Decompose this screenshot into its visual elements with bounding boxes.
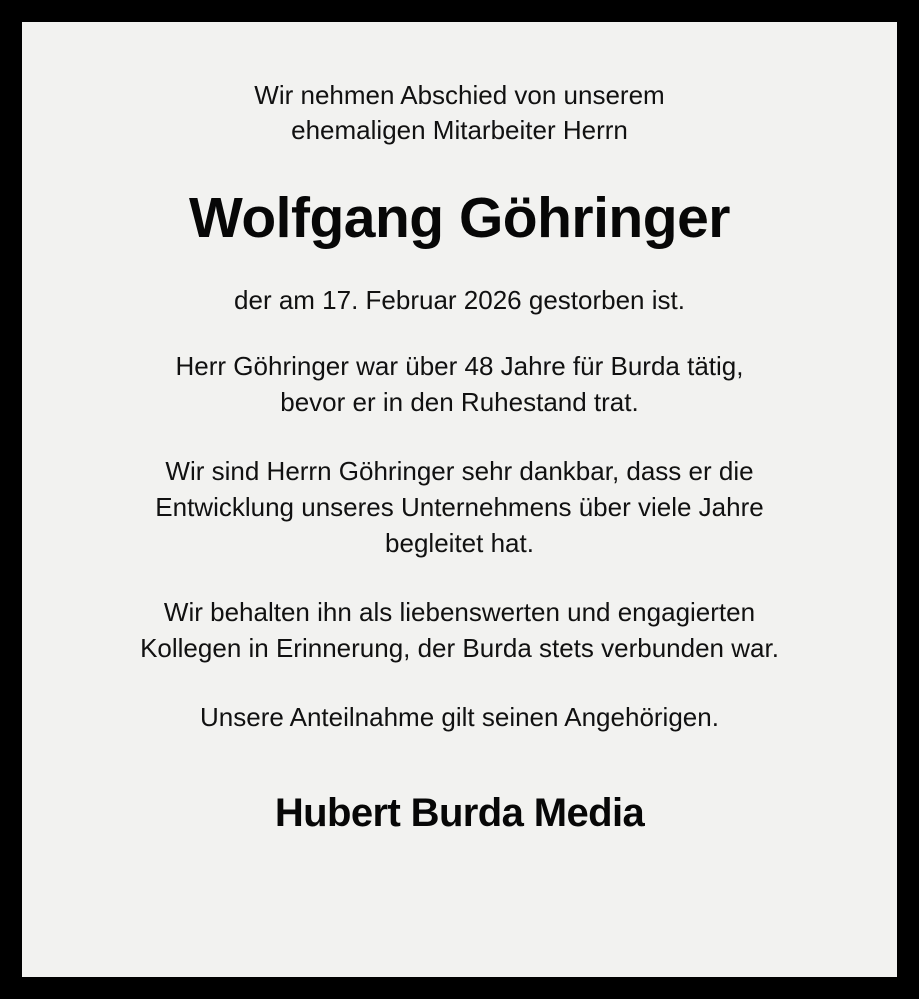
paragraph-2	[155, 454, 763, 562]
deceased-name: Wolfgang Göhringer	[189, 185, 730, 250]
paragraph-2-line-1: Wir sind Herrn Göhringer sehr dankbar, dass er die	[165, 456, 754, 487]
paragraph-4	[200, 700, 719, 736]
paragraph-2-line-2: Entwicklung unseres Unternehmens über viele Jahre	[155, 492, 764, 523]
intro-line-2: ehemaligen Mitarbeiter Herrn	[291, 115, 628, 146]
paragraph-4-line-1: Unsere Anteilnahme gilt seinen Angehörigen.	[200, 701, 719, 732]
paragraph-2-line-3: begleitet hat.	[385, 527, 534, 558]
death-date-line: der am 17. Februar 2026 gestorben ist.	[234, 285, 685, 316]
paragraph-1-line-1: Herr Göhringer war über 48 Jahre für Burda tätig,	[175, 351, 744, 382]
company-name: Hubert Burda Media	[274, 791, 645, 836]
paragraph-3-line-2: Kollegen in Erinnerung, der Burda stets verbunden war.	[140, 632, 779, 663]
intro-text	[254, 78, 664, 149]
paragraph-3-line-1: Wir behalten ihn als liebenswerten und engagierten	[163, 596, 756, 627]
obituary-notice	[22, 22, 897, 977]
intro-line-1: Wir nehmen Abschied von unserem	[254, 80, 665, 110]
paragraph-1	[176, 349, 744, 421]
paragraph-1-line-2: bevor er in den Ruhestand trat.	[280, 387, 639, 418]
paragraph-3	[140, 595, 779, 667]
